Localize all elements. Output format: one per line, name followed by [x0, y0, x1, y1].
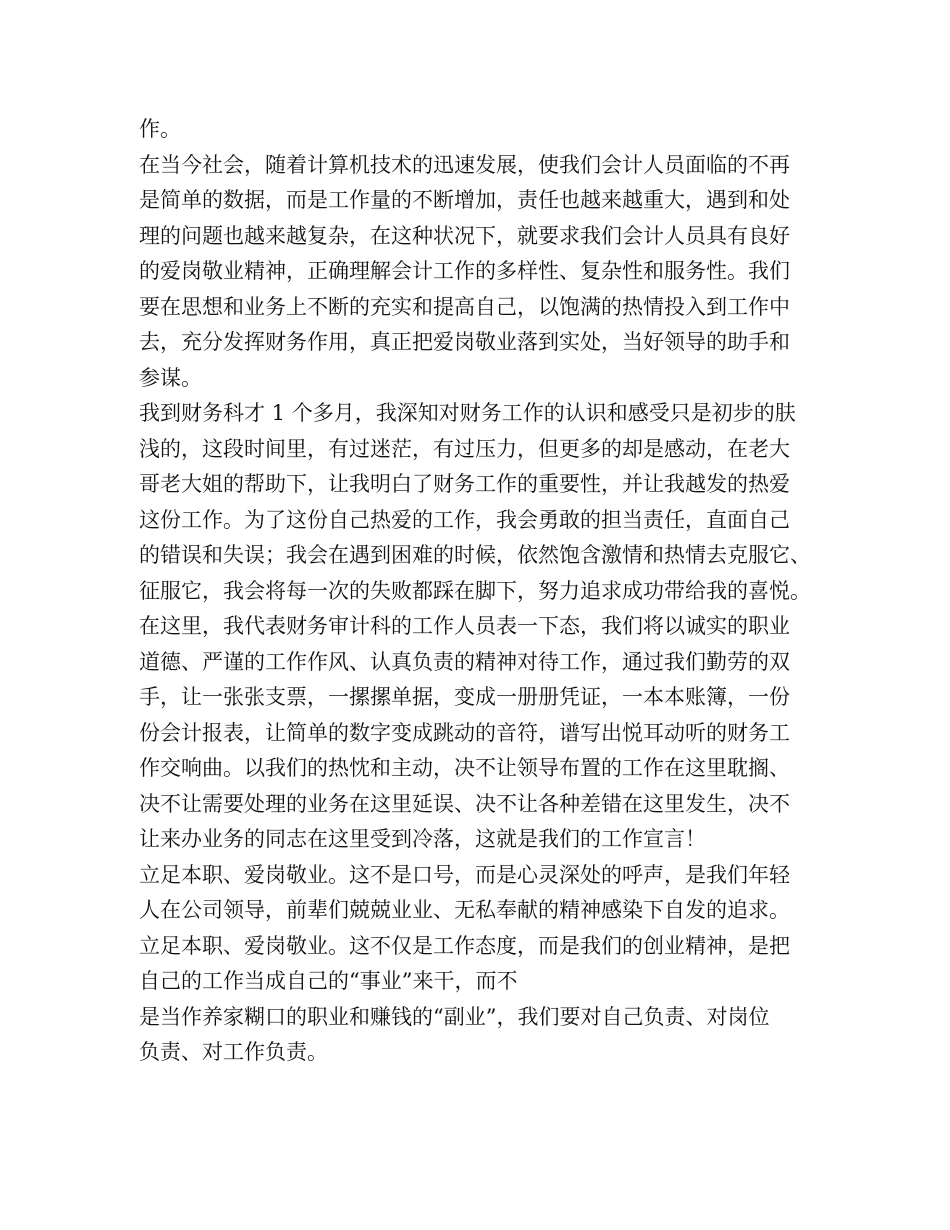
text-line: 的错误和失误；我会在遇到困难的时候，依然饱含激情和热情去克服它、 [139, 543, 811, 567]
text-line: 去，充分发挥财务作用，真正把爱岗敬业落到实处，当好领导的助手和 [139, 330, 790, 354]
text-line: 我到财务科才 1 个多月，我深知对财务工作的认识和感受只是初步的肤 [139, 401, 796, 425]
text-line: 作交响曲。以我们的热忱和主动，决不让领导布置的工作在这里耽搁、 [139, 756, 790, 780]
document-body [139, 112, 829, 1071]
text-line: 在当今社会，随着计算机技术的迅速发展，使我们会计人员面临的不再 [139, 152, 790, 177]
text-line: 的爱岗敬业精神，正确理解会计工作的多样性、复杂性和服务性。我们 [139, 259, 790, 283]
text-line: 作。 [139, 117, 181, 141]
text-line: 手，让一张张支票，一摞摞单据，变成一册册凭证，一本本账簿，一份 [139, 685, 790, 709]
text-line: 是当作养家糊口的职业和赚钱的“副业”，我们要对自己负责、对岗位 [139, 1004, 770, 1029]
text-line: 份会计报表，让简单的数字变成跳动的音符，谱写出悦耳动听的财务工 [139, 720, 790, 745]
text-line: 人在公司领导，前辈们兢兢业业、无私奉献的精神感染下自发的追求。 [139, 898, 790, 922]
text-line: 负责、对工作负责。 [139, 1040, 328, 1064]
text-line: 立足本职、爱岗敬业。这不仅是工作态度，而是我们的创业精神，是把 [139, 933, 790, 958]
text-line: 参谋。 [139, 365, 202, 390]
text-line: 道德、严谨的工作作风、认真负责的精神对待工作，通过我们勤劳的双 [139, 649, 790, 674]
text-line: 自己的工作当成自己的“事业”来干，而不 [139, 969, 518, 993]
text-line: 这份工作。为了这份自己热爱的工作，我会勇敢的担当责任，直面自己 [139, 507, 790, 532]
text-line: 是简单的数据，而是工作量的不断增加，责任也越来越重大，遇到和处 [139, 188, 790, 212]
text-line: 浅的，这段时间里，有过迷茫，有过压力，但更多的却是感动，在老大 [139, 436, 790, 461]
text-line: 征服它，我会将每一次的失败都踩在脚下，努力追求成功带给我的喜悦。 [139, 578, 811, 603]
text-line: 让来办业务的同志在这里受到冷落，这就是我们的工作宣言！ [139, 827, 706, 851]
text-line: 哥老大姐的帮助下，让我明白了财务工作的重要性，并让我越发的热爱 [139, 472, 790, 496]
text-line: 理的问题也越来越复杂，在这种状况下，就要求我们会计人员具有良好 [139, 223, 790, 248]
text-line: 要在思想和业务上不断的充实和提高自己，以饱满的热情投入到工作中 [139, 294, 790, 319]
text-line: 决不让需要处理的业务在这里延误、决不让各种差错在这里发生，决不 [139, 791, 790, 816]
text-line: 在这里，我代表财务审计科的工作人员表一下态，我们将以诚实的职业 [139, 614, 790, 638]
text-line: 立足本职、爱岗敬业。这不是口号，而是心灵深处的呼声，是我们年轻 [139, 862, 790, 887]
